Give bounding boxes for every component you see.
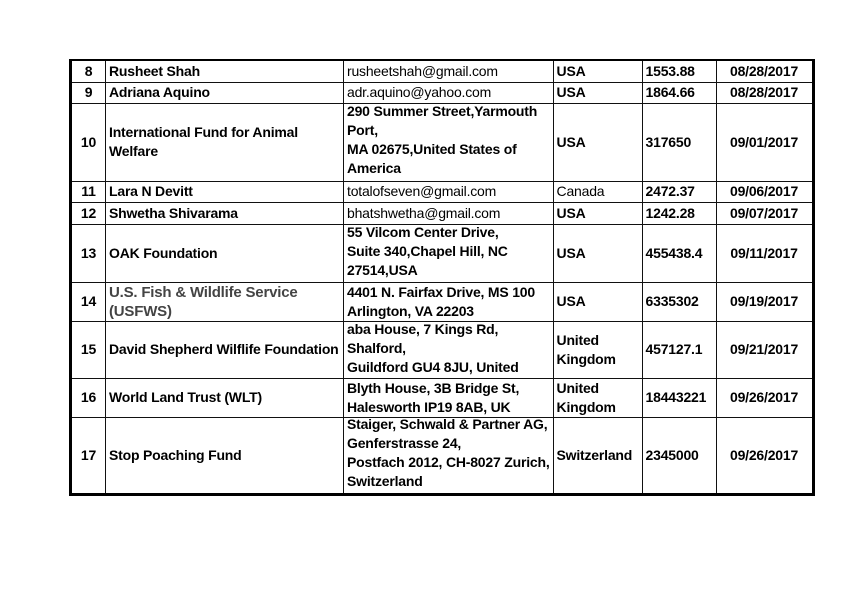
row-number: 8 — [71, 60, 106, 82]
donor-name: Adriana Aquino — [106, 82, 344, 103]
donation-date: 09/26/2017 — [716, 378, 813, 417]
donation-date: 08/28/2017 — [716, 60, 813, 82]
donor-country: Switzerland — [553, 417, 642, 494]
donor-name — [106, 103, 344, 181]
donor-country: USA — [553, 60, 642, 82]
donation-date: 09/01/2017 — [716, 103, 813, 181]
table-row — [71, 60, 814, 82]
row-number: 17 — [71, 417, 106, 494]
table-row — [71, 321, 814, 378]
donor-country: USA — [553, 282, 642, 321]
donor-name: World Land Trust (WLT) — [106, 378, 344, 417]
donor-country — [553, 378, 642, 417]
address-line: Suite 340,Chapel Hill, NC — [347, 243, 508, 259]
row-number: 9 — [71, 82, 106, 103]
table-row — [71, 82, 814, 103]
donor-country: USA — [553, 82, 642, 103]
donation-date: 08/28/2017 — [716, 82, 813, 103]
donor-country: USA — [553, 224, 642, 282]
donor-name: Stop Poaching Fund — [106, 417, 344, 494]
donor-country: USA — [553, 202, 642, 224]
table-row — [71, 103, 814, 181]
donor-name: OAK Foundation — [106, 224, 344, 282]
donation-date: 09/07/2017 — [716, 202, 813, 224]
donor-country — [553, 321, 642, 378]
donor-name: Lara N Devitt — [106, 181, 344, 202]
donation-amount: 2472.37 — [642, 181, 716, 202]
address-line: 4401 N. Fairfax Drive, MS 100 — [347, 283, 535, 300]
address-line: aba House, 7 Kings Rd, — [347, 321, 499, 337]
address-line: 27514,USA — [347, 262, 418, 278]
table-row — [71, 417, 814, 494]
donation-amount: 18443221 — [642, 378, 716, 417]
donor-name — [106, 282, 344, 321]
donor-name-line: U.S. Fish & Wildlife Service — [109, 283, 298, 301]
donor-address — [344, 417, 554, 494]
row-number: 15 — [71, 321, 106, 378]
country-line: United — [556, 331, 599, 348]
donor-email: bhatshwetha@gmail.com — [344, 202, 554, 224]
donor-address — [344, 378, 554, 417]
donor-email: totalofseven@gmail.com — [344, 181, 554, 202]
address-line: Shalford, — [347, 340, 406, 356]
address-line: 290 Summer Street,Yarmouth — [347, 103, 538, 119]
table-row — [71, 224, 814, 282]
address-line: Guildford GU4 8JU, United — [347, 359, 519, 375]
donor-email: adr.aquino@yahoo.com — [344, 82, 554, 103]
donor-name: Shwetha Shivarama — [106, 202, 344, 224]
donor-name: David Shepherd Wilflife Foundation — [106, 321, 344, 378]
row-number: 14 — [71, 282, 106, 321]
donation-amount: 1242.28 — [642, 202, 716, 224]
donor-name: Rusheet Shah — [106, 60, 344, 82]
donor-address — [344, 224, 554, 282]
donor-name-line: Welfare — [109, 143, 158, 159]
donation-date: 09/11/2017 — [716, 224, 813, 282]
address-line: Halesworth IP19 8AB, UK — [347, 398, 511, 415]
address-line: Postfach 2012, CH-8027 Zurich, — [347, 453, 550, 470]
table-row — [71, 181, 814, 202]
donor-address — [344, 321, 554, 378]
address-line: Blyth House, 3B Bridge St, — [347, 379, 520, 396]
row-number: 16 — [71, 378, 106, 417]
donation-amount: 2345000 — [642, 417, 716, 494]
donor-address — [344, 103, 554, 181]
country-line: United — [556, 379, 599, 396]
address-line: MA 02675,United States of — [347, 141, 517, 157]
table-row — [71, 202, 814, 224]
country-line: Kingdom — [556, 350, 616, 367]
donation-amount: 457127.1 — [642, 321, 716, 378]
row-number: 10 — [71, 103, 106, 181]
table-row — [71, 378, 814, 417]
address-line: 55 Vilcom Center Drive, — [347, 224, 499, 240]
donation-amount: 455438.4 — [642, 224, 716, 282]
donor-name-line: International Fund for Animal — [109, 124, 298, 140]
address-line: America — [347, 160, 401, 176]
donor-address — [344, 282, 554, 321]
donations-table — [69, 59, 815, 496]
donor-email: rusheetshah@gmail.com — [344, 60, 554, 82]
row-number: 12 — [71, 202, 106, 224]
donation-amount: 6335302 — [642, 282, 716, 321]
donation-date: 09/26/2017 — [716, 417, 813, 494]
row-number: 13 — [71, 224, 106, 282]
donation-amount: 1553.88 — [642, 60, 716, 82]
row-number: 11 — [71, 181, 106, 202]
table-row — [71, 282, 814, 321]
donor-name-line: (USFWS) — [109, 302, 172, 320]
address-line: Staiger, Schwald & Partner AG, — [347, 417, 548, 432]
address-line: Genferstrasse 24, — [347, 434, 462, 451]
donation-date: 09/06/2017 — [716, 181, 813, 202]
donation-date: 09/19/2017 — [716, 282, 813, 321]
donation-date: 09/21/2017 — [716, 321, 813, 378]
address-line: Switzerland — [347, 472, 423, 489]
address-line: Arlington, VA 22203 — [347, 302, 474, 319]
donation-amount: 1864.66 — [642, 82, 716, 103]
donation-amount: 317650 — [642, 103, 716, 181]
donor-country: USA — [553, 103, 642, 181]
address-line: Port, — [347, 122, 378, 138]
country-line: Kingdom — [556, 398, 616, 415]
donor-country: Canada — [553, 181, 642, 202]
